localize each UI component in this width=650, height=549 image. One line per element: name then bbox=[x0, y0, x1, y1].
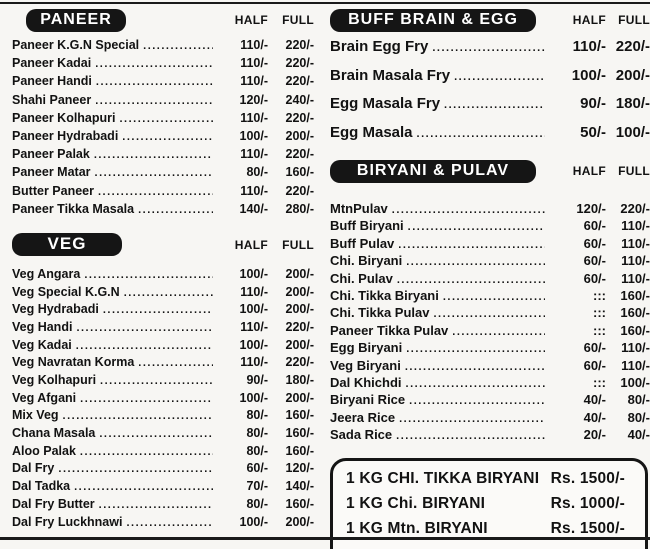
item-name: Egg Masala Fry bbox=[330, 95, 441, 112]
kg-item-price: Rs. 1000/- bbox=[550, 495, 625, 513]
menu-item-row bbox=[330, 124, 650, 153]
left-column bbox=[12, 8, 314, 549]
item-half-price: 50/- bbox=[580, 123, 606, 141]
section-paneer bbox=[12, 8, 314, 220]
menu-item-row bbox=[330, 218, 650, 235]
item-name: Veg Special K.G.N bbox=[12, 284, 120, 299]
menu-item-row bbox=[330, 95, 650, 124]
kg-item-name: 1 KG CHI. TIKKA BIRYANI bbox=[346, 470, 540, 488]
item-name: Butter Paneer bbox=[12, 183, 94, 198]
dot-leader bbox=[138, 355, 213, 369]
item-name: Veg Handi bbox=[12, 319, 73, 334]
menu-item-row bbox=[330, 410, 650, 427]
item-half-price: 100/- bbox=[239, 266, 268, 281]
section-buff-header bbox=[330, 8, 650, 32]
section-veg-header bbox=[12, 232, 314, 258]
bottom-rule bbox=[0, 537, 650, 540]
kg-specials-box bbox=[330, 458, 648, 549]
section-paneer-header bbox=[12, 8, 314, 32]
item-full-price: 200/- bbox=[285, 128, 314, 143]
item-full-price: 220/- bbox=[285, 355, 314, 370]
menu-item-row bbox=[330, 271, 650, 288]
item-name: Buff Pulav bbox=[330, 235, 395, 251]
top-rule bbox=[0, 2, 650, 4]
dot-leader bbox=[76, 338, 213, 352]
item-name: Dal Fry Luckhnawi bbox=[12, 514, 123, 529]
half-column-label: HALF bbox=[572, 13, 606, 27]
item-half-price: ::: bbox=[593, 322, 606, 338]
item-half-price: 60/- bbox=[246, 461, 268, 476]
dot-leader bbox=[452, 323, 545, 338]
item-full-price: 40/- bbox=[627, 427, 650, 443]
item-name: Buff Biryani bbox=[330, 218, 404, 234]
item-name: Veg Hydrabadi bbox=[12, 302, 99, 317]
kg-item-name: 1 KG Chi. BIRYANI bbox=[346, 495, 486, 513]
item-full-price: 110/- bbox=[621, 340, 650, 356]
dot-leader bbox=[58, 461, 213, 475]
item-full-price: 240/- bbox=[285, 92, 314, 107]
item-half-price: 70/- bbox=[246, 479, 268, 494]
kg-special-row bbox=[346, 520, 625, 545]
dot-leader bbox=[409, 392, 545, 407]
item-half-price: 60/- bbox=[583, 340, 606, 356]
menu-item-row bbox=[330, 305, 650, 322]
item-half-price: 110/- bbox=[240, 284, 268, 299]
item-half-price: 100/- bbox=[239, 390, 268, 405]
dot-leader bbox=[143, 38, 213, 52]
item-full-price: 120/- bbox=[285, 461, 314, 476]
dot-leader bbox=[99, 497, 213, 511]
item-name: Paneer Palak bbox=[12, 147, 90, 162]
item-full-price: 220/- bbox=[285, 183, 314, 198]
dot-leader bbox=[398, 236, 545, 251]
item-half-price: 100/- bbox=[239, 514, 268, 529]
item-name: Paneer Matar bbox=[12, 165, 91, 180]
item-name: Biryani Rice bbox=[330, 392, 406, 408]
menu-item-row bbox=[12, 515, 314, 533]
item-name: Paneer Handi bbox=[12, 74, 92, 89]
dot-leader bbox=[63, 408, 213, 422]
menu-item-row bbox=[330, 288, 650, 305]
item-half-price: 100/- bbox=[571, 66, 606, 84]
section-title-badge: BIRYANI & PULAV bbox=[330, 160, 536, 183]
dot-leader bbox=[432, 38, 545, 55]
item-name: Chi. Tikka Pulav bbox=[330, 305, 430, 321]
menu-item-row bbox=[330, 38, 650, 67]
item-full-price: 200/- bbox=[285, 514, 314, 529]
item-full-price: 220/- bbox=[620, 201, 650, 216]
menu-item-row bbox=[12, 391, 314, 409]
section-title-badge: VEG bbox=[12, 233, 122, 256]
full-column-label: FULL bbox=[618, 13, 650, 27]
item-half-price: 110/- bbox=[240, 319, 268, 334]
section-title-badge: BUFF BRAIN & EGG bbox=[330, 9, 536, 32]
full-column-label: FULL bbox=[618, 164, 650, 178]
item-half-price: 110/- bbox=[240, 183, 268, 198]
item-full-price: 110/- bbox=[621, 270, 650, 286]
item-name: Veg Angara bbox=[12, 266, 81, 281]
item-half-price: 90/- bbox=[580, 95, 606, 112]
item-half-price: 60/- bbox=[583, 235, 606, 251]
menu-item-row bbox=[12, 373, 314, 391]
dot-leader bbox=[99, 426, 213, 440]
price-column-headers bbox=[550, 13, 650, 27]
dot-leader bbox=[80, 444, 213, 458]
item-half-price: 110/- bbox=[572, 38, 606, 55]
menu-item-row bbox=[12, 497, 314, 515]
item-full-price: 110/- bbox=[621, 235, 650, 251]
item-full-price: 220/- bbox=[615, 38, 650, 55]
menu-item-row bbox=[12, 202, 314, 220]
item-name: Chi. Tikka Biryani bbox=[330, 287, 439, 303]
kg-item-price: Rs. 1500/- bbox=[550, 520, 625, 538]
kg-special-row bbox=[346, 470, 625, 495]
item-name: Dal Fry bbox=[12, 461, 55, 476]
dot-leader bbox=[96, 74, 213, 88]
item-full-price: 160/- bbox=[285, 496, 314, 511]
item-half-price: 110/- bbox=[240, 355, 268, 370]
item-name: Chi. Biryani bbox=[330, 253, 403, 269]
item-half-price: 80/- bbox=[246, 408, 268, 423]
dot-leader bbox=[408, 218, 545, 233]
dot-leader bbox=[405, 358, 545, 373]
item-half-price: 110/- bbox=[240, 110, 268, 125]
kg-special-row bbox=[346, 495, 625, 520]
dot-leader bbox=[94, 147, 213, 161]
menu-item-row bbox=[330, 358, 650, 375]
item-half-price: 110/- bbox=[240, 38, 268, 52]
biryani-item-list bbox=[330, 201, 650, 444]
item-half-price: 120/- bbox=[239, 92, 268, 107]
item-full-price: 110/- bbox=[621, 218, 650, 234]
item-name: Aloo Palak bbox=[12, 443, 76, 458]
item-full-price: 200/- bbox=[285, 337, 314, 352]
menu-item-row bbox=[12, 38, 314, 56]
menu-item-row bbox=[330, 323, 650, 340]
item-half-price: 100/- bbox=[239, 302, 268, 317]
section-veg bbox=[12, 232, 314, 532]
item-name: Dal Khichdi bbox=[330, 374, 402, 390]
dot-leader bbox=[84, 267, 213, 281]
menu-item-row bbox=[12, 93, 314, 111]
item-name: Shahi Paneer bbox=[12, 92, 92, 107]
item-full-price: 100/- bbox=[615, 123, 650, 141]
menu-item-row bbox=[12, 338, 314, 356]
item-full-price: 110/- bbox=[621, 357, 650, 373]
item-half-price: 100/- bbox=[239, 128, 268, 143]
item-full-price: 160/- bbox=[285, 165, 314, 180]
full-column-label: FULL bbox=[282, 237, 314, 252]
menu-item-row bbox=[12, 74, 314, 92]
menu-item-row bbox=[12, 408, 314, 426]
menu-item-row bbox=[12, 56, 314, 74]
item-half-price: 60/- bbox=[583, 357, 606, 373]
item-half-price: 100/- bbox=[239, 337, 268, 352]
price-column-headers bbox=[218, 238, 314, 252]
menu-item-row bbox=[12, 426, 314, 444]
item-full-price: 160/- bbox=[285, 443, 314, 458]
dot-leader bbox=[443, 288, 545, 303]
item-full-price: 160/- bbox=[285, 408, 314, 423]
dot-leader bbox=[80, 391, 213, 405]
full-column-label: FULL bbox=[282, 13, 314, 27]
item-name: Sada Rice bbox=[330, 427, 393, 443]
dot-leader bbox=[126, 515, 213, 529]
item-name: Chi. Pulav bbox=[330, 270, 393, 286]
dot-leader bbox=[95, 93, 213, 107]
half-column-label: HALF bbox=[572, 164, 606, 178]
dot-leader bbox=[103, 302, 213, 316]
item-full-price: 160/- bbox=[620, 305, 650, 321]
kg-item-price: Rs. 1500/- bbox=[550, 470, 625, 488]
item-full-price: 110/- bbox=[621, 253, 650, 269]
paneer-item-list bbox=[12, 38, 314, 220]
item-name: MtnPulav bbox=[330, 201, 388, 216]
item-half-price: 20/- bbox=[583, 427, 606, 443]
item-half-price: 40/- bbox=[583, 409, 606, 425]
price-column-headers bbox=[550, 164, 650, 178]
item-full-price: 80/- bbox=[627, 409, 650, 425]
item-full-price: 220/- bbox=[285, 38, 314, 52]
menu-item-row bbox=[330, 427, 650, 444]
dot-leader bbox=[454, 67, 545, 84]
item-name: Paneer Hydrabadi bbox=[12, 128, 119, 143]
dot-leader bbox=[124, 285, 213, 299]
item-half-price: 90/- bbox=[246, 373, 268, 387]
item-name: Brain Egg Fry bbox=[330, 38, 429, 55]
item-half-price: 110/- bbox=[240, 56, 268, 71]
item-name: Dal Tadka bbox=[12, 479, 71, 494]
item-name: Veg Afgani bbox=[12, 390, 77, 405]
menu-item-row bbox=[12, 355, 314, 373]
item-full-price: 160/- bbox=[620, 322, 650, 338]
dot-leader bbox=[100, 373, 213, 387]
item-half-price: 60/- bbox=[583, 270, 606, 286]
menu-item-row bbox=[330, 253, 650, 270]
dot-leader bbox=[433, 305, 545, 320]
item-full-price: 220/- bbox=[285, 110, 314, 125]
item-half-price: 60/- bbox=[583, 218, 606, 234]
item-half-price: 80/- bbox=[246, 443, 268, 458]
item-half-price: 80/- bbox=[246, 496, 268, 511]
dot-leader bbox=[74, 479, 213, 493]
dot-leader bbox=[399, 410, 545, 425]
item-full-price: 220/- bbox=[285, 147, 314, 162]
item-half-price: ::: bbox=[593, 374, 606, 390]
item-half-price: 140/- bbox=[239, 201, 268, 216]
item-full-price: 160/- bbox=[285, 426, 314, 441]
item-half-price: 120/- bbox=[576, 201, 606, 216]
item-name: Brain Masala Fry bbox=[330, 66, 451, 84]
item-name: Mix Veg bbox=[12, 408, 59, 423]
item-half-price: 80/- bbox=[246, 426, 268, 441]
price-column-headers bbox=[218, 13, 314, 27]
dot-leader bbox=[396, 427, 545, 442]
menu-item-row bbox=[330, 201, 650, 218]
item-full-price: 200/- bbox=[615, 66, 650, 84]
item-full-price: 280/- bbox=[285, 201, 314, 216]
item-full-price: 200/- bbox=[285, 266, 314, 281]
item-half-price: ::: bbox=[593, 305, 606, 321]
item-full-price: 160/- bbox=[620, 287, 650, 303]
item-full-price: 220/- bbox=[285, 319, 314, 334]
menu-item-row bbox=[330, 67, 650, 96]
item-full-price: 220/- bbox=[285, 56, 314, 71]
dot-leader bbox=[120, 111, 214, 125]
section-biryani-header bbox=[330, 158, 650, 184]
item-name: Paneer K.G.N Special bbox=[12, 38, 140, 52]
menu-item-row bbox=[12, 165, 314, 183]
section-title-badge: PANEER bbox=[26, 9, 126, 32]
item-name: Chana Masala bbox=[12, 426, 96, 441]
item-half-price: 110/- bbox=[240, 147, 268, 162]
item-name: Veg Navratan Korma bbox=[12, 355, 135, 370]
item-full-price: 200/- bbox=[285, 302, 314, 317]
item-name: Paneer Tikka Masala bbox=[12, 201, 135, 216]
menu-item-row bbox=[12, 461, 314, 479]
menu-item-row bbox=[12, 302, 314, 320]
item-full-price: 200/- bbox=[285, 390, 314, 405]
dot-leader bbox=[95, 165, 213, 179]
item-half-price: ::: bbox=[593, 287, 606, 303]
menu-item-row bbox=[12, 320, 314, 338]
dot-leader bbox=[397, 271, 545, 286]
item-name: Veg Kadai bbox=[12, 337, 72, 352]
item-full-price: 80/- bbox=[627, 392, 650, 408]
item-name: Veg Kolhapuri bbox=[12, 373, 97, 387]
dot-leader bbox=[406, 375, 545, 390]
menu-item-row bbox=[12, 184, 314, 202]
veg-item-list bbox=[12, 267, 314, 532]
dot-leader bbox=[444, 95, 545, 112]
item-full-price: 180/- bbox=[285, 373, 314, 387]
item-full-price: 140/- bbox=[285, 479, 314, 494]
menu-item-row bbox=[12, 111, 314, 129]
item-full-price: 200/- bbox=[285, 284, 314, 299]
menu-item-row bbox=[12, 285, 314, 303]
menu-item-row bbox=[330, 236, 650, 253]
dot-leader bbox=[406, 253, 545, 268]
item-name: Paneer Tikka Pulav bbox=[330, 322, 449, 338]
item-name: Dal Fry Butter bbox=[12, 496, 95, 511]
right-column bbox=[330, 8, 650, 549]
half-column-label: HALF bbox=[234, 13, 268, 27]
dot-leader bbox=[122, 129, 213, 143]
dot-leader bbox=[95, 56, 213, 70]
item-half-price: 60/- bbox=[583, 253, 606, 269]
menu-item-row bbox=[12, 147, 314, 165]
menu-item-row bbox=[330, 375, 650, 392]
item-name: Paneer Kadai bbox=[12, 56, 92, 71]
item-name: Egg Masala bbox=[330, 123, 413, 141]
menu-item-row bbox=[12, 129, 314, 147]
item-half-price: 110/- bbox=[240, 74, 268, 89]
dot-leader bbox=[392, 201, 545, 216]
section-buff-brain-egg bbox=[330, 8, 650, 152]
dot-leader bbox=[417, 124, 545, 141]
dot-leader bbox=[98, 184, 213, 198]
buff-item-list bbox=[330, 38, 650, 152]
item-full-price: 220/- bbox=[285, 74, 314, 89]
menu-item-row bbox=[330, 392, 650, 409]
menu-item-row bbox=[12, 267, 314, 285]
dot-leader bbox=[406, 340, 545, 355]
dot-leader bbox=[76, 320, 213, 334]
item-half-price: 80/- bbox=[246, 165, 268, 180]
menu-item-row bbox=[330, 340, 650, 357]
item-name: Veg Biryani bbox=[330, 357, 401, 373]
item-name: Paneer Kolhapuri bbox=[12, 110, 116, 125]
section-biryani-pulav bbox=[330, 158, 650, 444]
menu-item-row bbox=[12, 444, 314, 462]
dot-leader bbox=[138, 202, 213, 216]
item-full-price: 100/- bbox=[620, 374, 650, 390]
item-name: Jeera Rice bbox=[330, 409, 396, 425]
item-name: Egg Biryani bbox=[330, 340, 403, 356]
half-column-label: HALF bbox=[234, 237, 268, 252]
item-half-price: 40/- bbox=[583, 392, 606, 408]
menu-item-row bbox=[12, 479, 314, 497]
kg-item-name: 1 KG Mtn. BIRYANI bbox=[346, 520, 488, 538]
item-full-price: 180/- bbox=[615, 95, 650, 112]
